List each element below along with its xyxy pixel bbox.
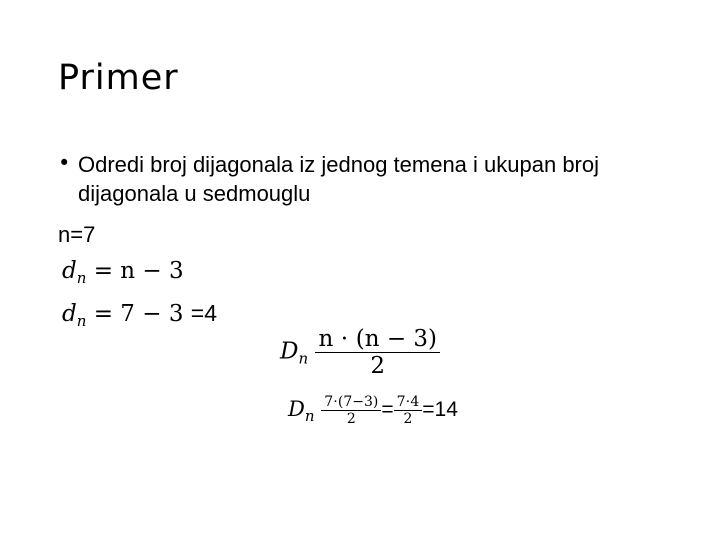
- eq2-sub: n: [76, 312, 87, 330]
- eq2-lhs: d: [62, 301, 77, 327]
- eq3-numerator: n ⋅ (n − 3): [318, 326, 438, 352]
- eq1-sub: n: [76, 269, 87, 287]
- equation-dn-general: [62, 258, 184, 287]
- eq4-numerator-1: 7⋅(7−3): [324, 394, 379, 410]
- n-value-line: n=7: [58, 222, 96, 247]
- eq4-fraction-2: [394, 394, 423, 427]
- eq4-result: =14: [422, 398, 458, 421]
- equation-dn-value: [62, 300, 217, 330]
- equation-Dn-general: [280, 326, 440, 379]
- eq4-lhs: D: [288, 397, 305, 421]
- bullet-text: Odredi broj dijagonala iz jednog temena i ukupan broj dijagonala u sedmouglu: [78, 152, 600, 206]
- equation-Dn-value: [288, 394, 458, 427]
- eq3-lhs: D: [280, 338, 299, 365]
- eq4-sub: n: [304, 407, 315, 425]
- eq2-result: =4: [190, 300, 218, 326]
- eq1-lhs: d: [62, 258, 77, 284]
- slide-title: Primer: [58, 58, 179, 98]
- eq3-denominator: 2: [315, 352, 440, 379]
- eq2-rhs: = 7 − 3: [93, 301, 184, 327]
- bullet-icon: •: [58, 151, 71, 175]
- eq3-fraction: [315, 326, 440, 379]
- eq4-denominator-1: 2: [321, 410, 381, 427]
- eq4-denominator-2: 2: [394, 410, 423, 427]
- eq4-equals: =: [381, 398, 394, 421]
- eq4-fraction-1: [321, 394, 381, 427]
- eq4-numerator-2: 7⋅4: [396, 394, 420, 410]
- eq3-sub: n: [298, 349, 309, 368]
- eq1-rhs: = n − 3: [93, 258, 184, 284]
